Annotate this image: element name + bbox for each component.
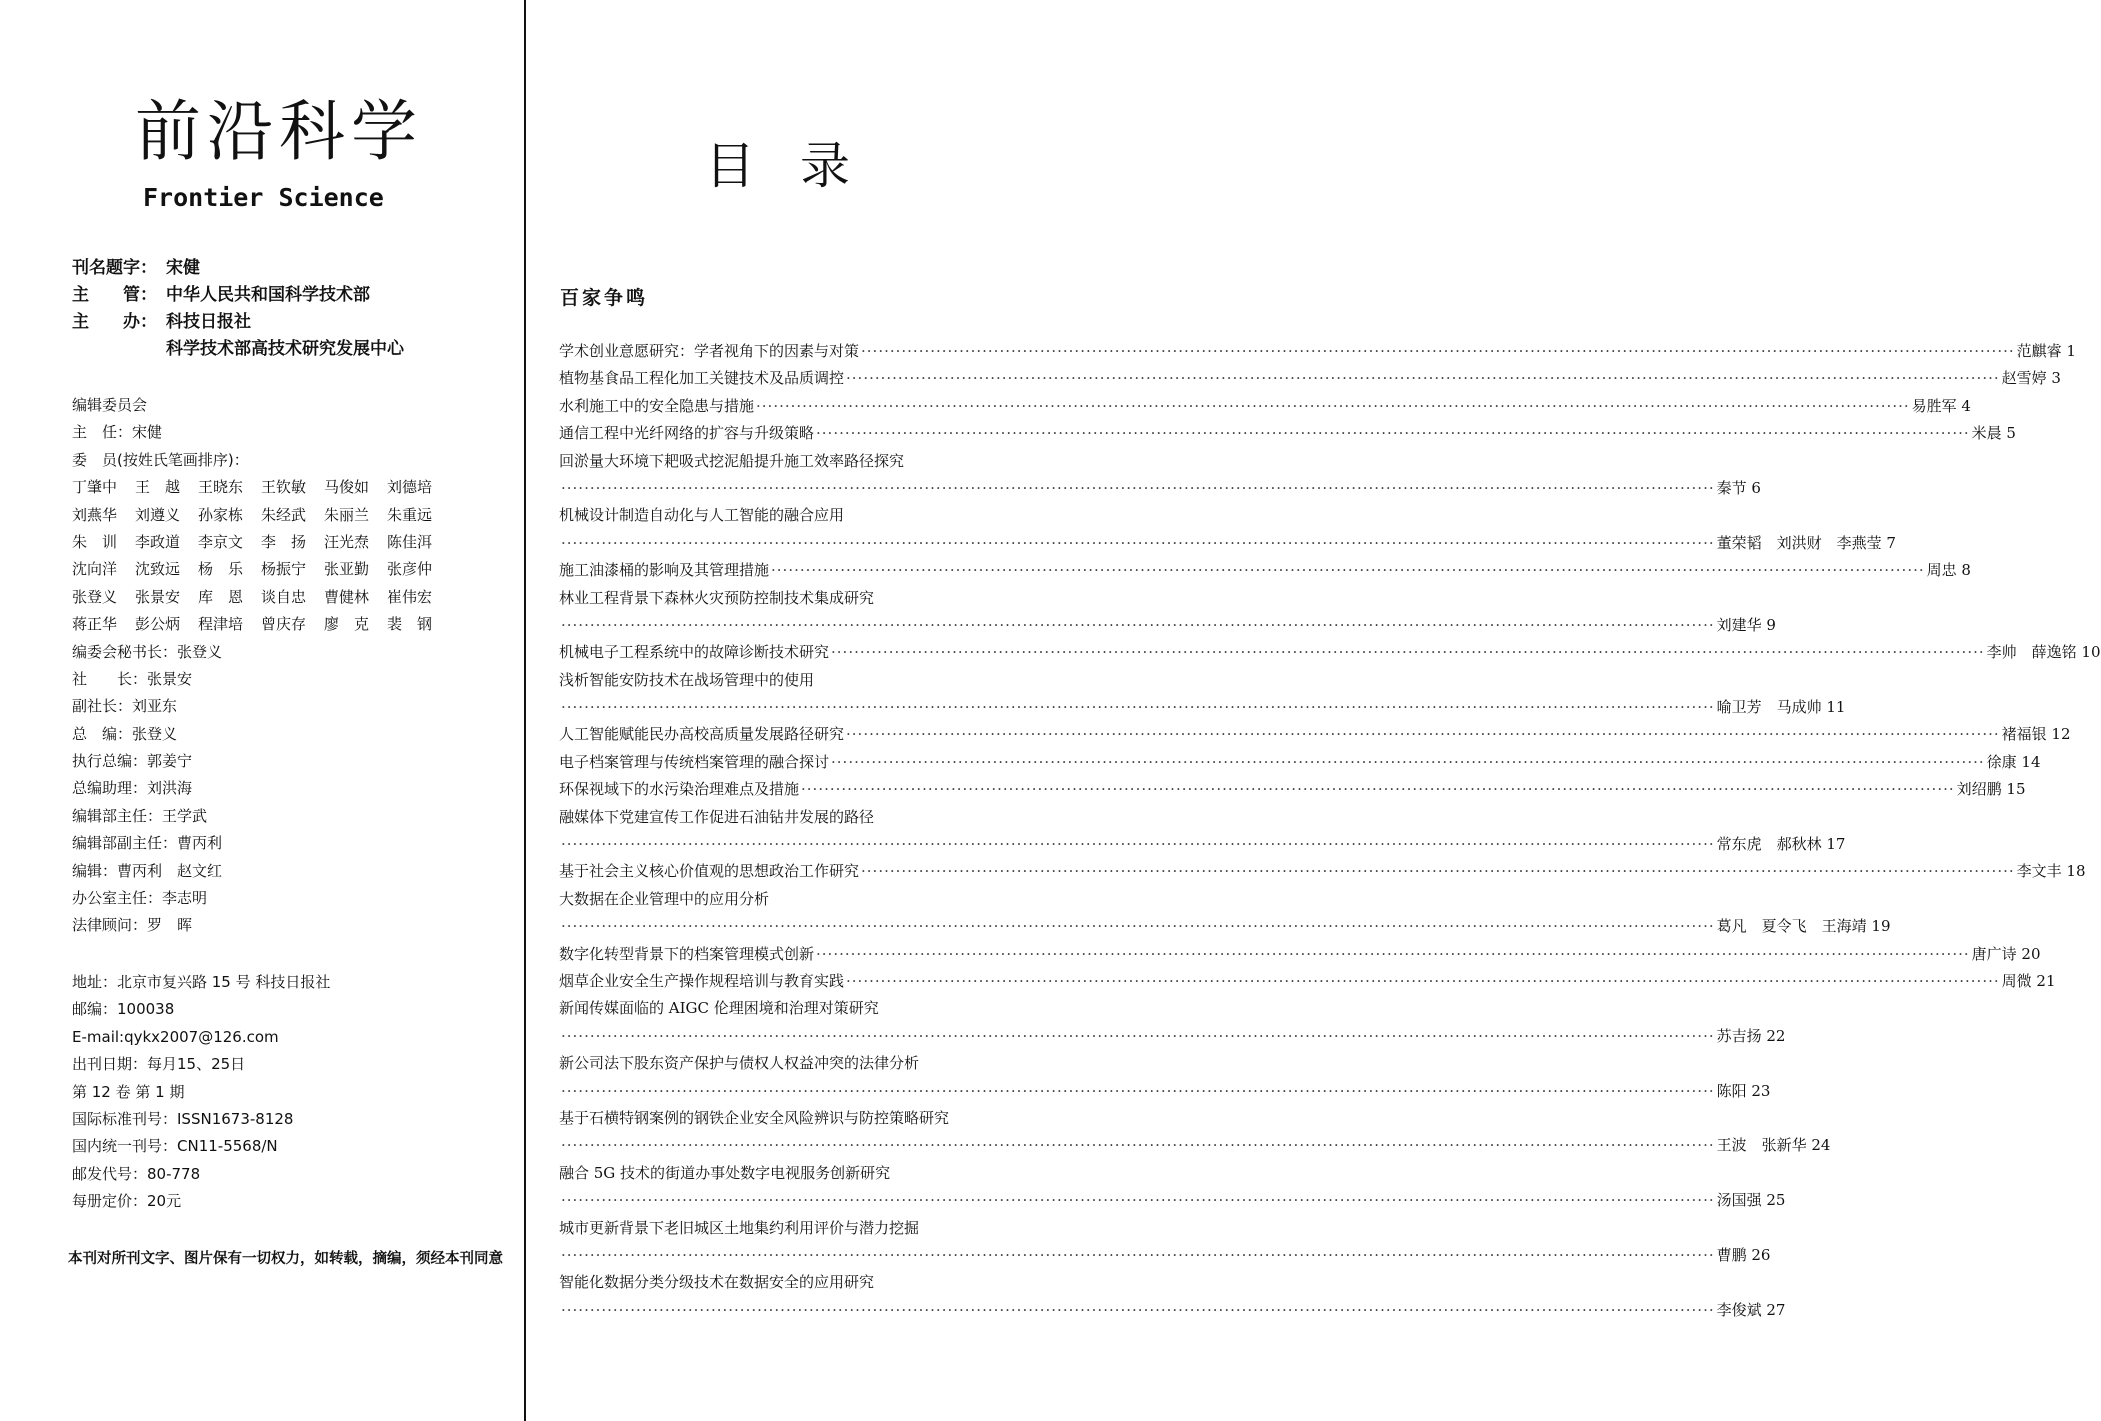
toc-leader-dots: ········································································································································································································ — [831, 752, 1985, 771]
toc-article-title: 智能化数据分类分级技术在数据安全的应用研究 — [559, 1273, 875, 1292]
member-name: 张登义 — [72, 587, 118, 606]
toc-leader-dots: ········································································································································································································ — [561, 1245, 1715, 1264]
toc-leader-dots: ········································································································································································································ — [561, 1136, 1715, 1155]
staff-line: 社 长：张景安 — [72, 669, 193, 688]
toc-leader-dots: ········································································································································································································ — [771, 561, 1925, 580]
staff-list — [72, 639, 450, 940]
pub-row — [72, 282, 404, 309]
member-list — [72, 474, 450, 638]
pub-value: 中华人民共和国科学技术部 — [166, 285, 370, 305]
toc-author-page: 李帅 薛逸铭 10 — [1986, 643, 2101, 662]
toc-leader-dots: ········································································································································································································ — [831, 643, 1985, 662]
member-name: 蒋正华 — [72, 615, 118, 634]
toc-entry[interactable] — [559, 639, 2101, 666]
toc-author-page: 葛凡 夏令飞 王海靖 19 — [1716, 917, 1891, 936]
member-name: 沈向洋 — [72, 560, 118, 579]
toc-entry[interactable] — [559, 1187, 1786, 1214]
toc-leader-dots: ········································································································································································································ — [816, 944, 1970, 963]
pub-row — [72, 255, 404, 282]
toc-leader-dots: ········································································································································································································ — [846, 725, 2000, 744]
toc-entry[interactable] — [559, 694, 1846, 721]
member-name: 王钦敏 — [261, 478, 307, 497]
toc-entry[interactable] — [559, 886, 988, 913]
member-row — [72, 529, 450, 556]
member-name: 朱 训 — [72, 532, 118, 551]
toc-leader-dots: ········································································································································································································ — [861, 342, 2015, 360]
member-name: 曹健林 — [324, 587, 370, 606]
toc-article-title: 通信工程中光纤网络的扩容与升级策略 — [559, 424, 815, 443]
members-label: 委 员(按姓氏笔画排序)： — [72, 450, 249, 469]
pub-key: 主 办： — [72, 312, 157, 332]
member-name: 杨振宁 — [261, 560, 307, 579]
toc-author-page: 周微 21 — [2001, 971, 2056, 990]
toc-entry[interactable] — [559, 804, 988, 831]
toc-entry[interactable] — [559, 995, 988, 1022]
staff-line: 总 编：张登义 — [72, 724, 178, 743]
member-name: 王 越 — [135, 478, 181, 497]
toc-author-page: 赵雪婷 3 — [2001, 369, 2061, 388]
toc-author-page: 唐广诗 20 — [1971, 944, 2041, 963]
toc-entry[interactable] — [559, 858, 2086, 885]
toc-author-page: 刘绍鹏 15 — [1956, 780, 2026, 799]
member-name: 朱重远 — [387, 505, 433, 524]
pub-key: 主 管： — [72, 285, 157, 305]
magazine-title-english: Frontier Science — [143, 183, 384, 212]
contact-line: 第 12 卷 第 1 期 — [72, 1082, 185, 1101]
staff-line: 编辑：曹丙利 赵文红 — [72, 861, 223, 880]
toc-entry[interactable] — [559, 721, 2071, 748]
toc-entry[interactable] — [559, 448, 988, 475]
toc-entry[interactable] — [559, 941, 2041, 968]
toc-entry[interactable] — [559, 365, 2061, 392]
member-name: 裴 钢 — [387, 615, 433, 634]
toc-entry[interactable] — [559, 612, 1776, 639]
toc-article-title: 植物基食品工程化加工关键技术及品质调控 — [559, 369, 845, 388]
member-name: 张景安 — [135, 587, 181, 606]
toc-leader-dots: ········································································································································································································ — [561, 835, 1715, 854]
toc-entry[interactable] — [559, 1242, 1771, 1269]
member-name: 李 扬 — [261, 532, 307, 551]
toc-article-title: 基于石横特钢案例的钢铁企业安全风险辨识与防控策略研究 — [559, 1108, 950, 1127]
toc-leader-dots: ········································································································································································································ — [561, 615, 1715, 634]
toc-article-title: 数字化转型背景下的档案管理模式创新 — [559, 944, 815, 963]
toc-entry[interactable] — [559, 530, 1896, 557]
toc-author-page: 常东虎 郝秋林 17 — [1716, 835, 1846, 854]
toc-article-title: 浅析智能安防技术在战场管理中的使用 — [559, 670, 815, 689]
staff-line: 办公室主任：李志明 — [72, 889, 208, 908]
toc-article-title: 机械设计制造自动化与人工智能的融合应用 — [559, 506, 845, 525]
toc-author-page: 苏吉扬 22 — [1716, 1026, 1786, 1045]
toc-author-page: 徐康 14 — [1986, 752, 2041, 771]
staff-line: 编委会秘书长：张登义 — [72, 642, 223, 661]
toc-article-title: 基于社会主义核心价值观的思想政治工作研究 — [559, 862, 860, 881]
toc-entry[interactable] — [559, 475, 1761, 502]
toc-entry[interactable] — [559, 1050, 988, 1077]
toc-author-page: 陈阳 23 — [1716, 1081, 1771, 1100]
toc-entry[interactable] — [559, 1269, 988, 1296]
member-name: 彭公炳 — [135, 615, 181, 634]
staff-line: 执行总编：郭姜宁 — [72, 752, 193, 771]
contact-info — [72, 969, 330, 1216]
pub-row — [72, 309, 404, 336]
member-name: 程津培 — [198, 615, 244, 634]
toc-author-page: 曹鹏 26 — [1716, 1245, 1771, 1264]
toc-article-title: 新公司法下股东资产保护与债权人权益冲突的法律分析 — [559, 1054, 920, 1073]
toc-article-title: 城市更新背景下老旧城区土地集约利用评价与潜力挖掘 — [559, 1218, 920, 1237]
toc-article-title: 大数据在企业管理中的应用分析 — [559, 889, 770, 908]
toc-leader-dots: ········································································································································································································ — [561, 917, 1715, 936]
toc-entry[interactable] — [559, 1023, 1786, 1050]
member-name: 曾庆存 — [261, 615, 307, 634]
toc-entry[interactable] — [559, 1215, 988, 1242]
toc-article-title: 烟草企业安全生产操作规程培训与教育实践 — [559, 971, 845, 990]
toc-author-page: 汤国强 25 — [1716, 1191, 1786, 1210]
toc-author-page: 褚福银 12 — [2001, 725, 2071, 744]
member-row — [72, 556, 450, 583]
toc-author-page: 秦节 6 — [1716, 478, 1761, 497]
toc-author-page: 李文丰 18 — [2016, 862, 2086, 881]
toc-entry[interactable] — [559, 968, 2056, 995]
member-name: 陈佳洱 — [387, 532, 433, 551]
toc-author-page: 易胜军 4 — [1911, 396, 1971, 415]
copyright-notice: 本刊对所刊文字、图片保有一切权力，如转载，摘编，须经本刊同意 — [68, 1251, 503, 1267]
member-row — [72, 502, 450, 529]
toc-leader-dots: ········································································································································································································ — [561, 1191, 1715, 1210]
toc-leader-dots: ········································································································································································································ — [561, 533, 1715, 552]
contact-line: 地址：北京市复兴路 15 号 科技日报社 — [72, 973, 331, 991]
section-heading: 百家争鸣 — [560, 287, 649, 309]
member-name: 李京文 — [198, 532, 244, 551]
staff-line: 编辑部主任：王学武 — [72, 806, 208, 825]
toc-author-page: 米晨 5 — [1971, 424, 2016, 443]
toc-entry[interactable] — [559, 667, 988, 694]
contact-line: 邮发代号：80-778 — [72, 1164, 201, 1183]
toc-leader-dots: ········································································································································································································ — [561, 1026, 1715, 1045]
member-name: 库 恩 — [198, 587, 244, 606]
pub-row — [72, 336, 404, 363]
member-row — [72, 611, 450, 638]
toc-leader-dots: ········································································································································································································ — [846, 971, 2000, 990]
member-name: 杨 乐 — [198, 560, 244, 579]
member-name: 刘燕华 — [72, 505, 118, 524]
toc-entry[interactable] — [559, 585, 988, 612]
column-divider — [524, 0, 526, 1421]
pub-key: 刊名题字： — [72, 258, 157, 278]
member-name: 孙家栋 — [198, 505, 244, 524]
member-name: 王晓东 — [198, 478, 244, 497]
member-name: 崔伟宏 — [387, 587, 433, 606]
magazine-title: 前沿科学 — [135, 93, 423, 170]
toc-leader-dots: ········································································································································································································ — [861, 862, 2015, 881]
member-name: 张彦仲 — [387, 560, 433, 579]
toc-author-page: 李俊斌 27 — [1716, 1300, 1786, 1319]
toc-article-title: 林业工程背景下森林火灾预防控制技术集成研究 — [559, 588, 875, 607]
toc-entry[interactable] — [559, 502, 988, 529]
toc-author-page: 董荣韬 刘洪财 李燕莹 7 — [1716, 533, 1896, 552]
staff-line: 副社长：刘亚东 — [72, 697, 178, 716]
toc-author-page: 刘建华 9 — [1716, 615, 1776, 634]
member-name: 谈自忠 — [261, 587, 307, 606]
member-name: 沈致远 — [135, 560, 181, 579]
member-name: 李政道 — [135, 532, 181, 551]
toc-leader-dots: ········································································································································································································ — [816, 424, 1970, 443]
member-name: 朱丽兰 — [324, 505, 370, 524]
toc-article-title: 环保视域下的水污染治理难点及措施 — [559, 780, 800, 799]
toc-article-title: 水利施工中的安全隐患与措施 — [559, 396, 755, 415]
member-row — [72, 584, 450, 611]
toc-entry[interactable] — [559, 1105, 988, 1132]
toc-entry[interactable] — [559, 831, 1846, 858]
member-name: 廖 克 — [324, 615, 370, 634]
toc-entry[interactable] — [559, 420, 2016, 447]
member-name: 朱经武 — [261, 505, 307, 524]
toc-article-title: 人工智能赋能民办高校高质量发展路径研究 — [559, 725, 845, 744]
toc-leader-dots: ········································································································································································································ — [561, 478, 1715, 497]
member-name: 丁肇中 — [72, 478, 118, 497]
toc-author-page: 王波 张新华 24 — [1716, 1136, 1831, 1155]
pub-value: 科学技术部高技术研究发展中心 — [166, 339, 404, 359]
member-row — [72, 474, 450, 501]
committee-heading: 编辑委员会 — [72, 396, 148, 414]
toc-entry[interactable] — [559, 1160, 988, 1187]
toc-author-page: 周忠 8 — [1926, 561, 1971, 580]
contact-line: 国际标准刊号：ISSN1673-8128 — [72, 1109, 294, 1128]
contact-line: 国内统一刊号：CN11-5568/N — [72, 1137, 278, 1156]
toc-entry[interactable] — [559, 557, 1971, 584]
toc-entry[interactable] — [559, 1078, 1771, 1105]
toc-article-title: 机械电子工程系统中的故障诊断技术研究 — [559, 643, 830, 662]
member-name: 汪光焘 — [324, 532, 370, 551]
contact-line: 出刊日期：每月15、25日 — [72, 1055, 246, 1074]
member-name: 马俊如 — [324, 478, 370, 497]
toc-leader-dots: ········································································································································································································ — [561, 698, 1715, 717]
toc-entry[interactable] — [559, 393, 1971, 420]
editorial-board — [72, 392, 450, 940]
member-name: 刘遵义 — [135, 505, 181, 524]
toc-article-title: 电子档案管理与传统档案管理的融合探讨 — [559, 752, 830, 771]
toc-leader-dots: ········································································································································································································ — [561, 1081, 1715, 1100]
committee-director: 主 任：宋健 — [72, 423, 163, 442]
contact-line: E-mail:qykx2007@126.com — [72, 1027, 279, 1046]
contact-line: 邮编：100038 — [72, 1000, 175, 1019]
publisher-info — [72, 255, 404, 363]
toc-article-title: 施工油漆桶的影响及其管理措施 — [559, 561, 770, 580]
toc-leader-dots: ········································································································································································································ — [561, 1300, 1715, 1319]
toc-title: 目录 — [705, 137, 895, 195]
toc-article-title: 学术创业意愿研究：学者视角下的因素与对策 — [559, 342, 860, 360]
toc-leader-dots: ········································································································································································································ — [756, 396, 1910, 415]
toc-entry[interactable] — [559, 749, 2041, 776]
staff-line: 法律顾问：罗 晖 — [72, 916, 193, 935]
toc-entry[interactable] — [559, 776, 2026, 803]
toc-leader-dots: ········································································································································································································ — [801, 780, 1955, 799]
toc-entry[interactable] — [559, 1297, 1786, 1324]
member-name: 刘德培 — [387, 478, 433, 497]
toc-article-title: 回淤量大环境下耙吸式挖泥船提升施工效率路径探究 — [559, 451, 905, 470]
toc-article-title: 融合 5G 技术的街道办事处数字电视服务创新研究 — [559, 1163, 891, 1182]
toc-article-title: 融媒体下党建宣传工作促进石油钻井发展的路径 — [559, 807, 875, 826]
toc-entry[interactable] — [559, 913, 1891, 940]
toc-entry[interactable] — [559, 338, 2076, 365]
toc-author-page: 喻卫芳 马成帅 11 — [1716, 698, 1846, 717]
member-name: 张亚勤 — [324, 560, 370, 579]
pub-value: 科技日报社 — [166, 312, 251, 332]
table-of-contents — [559, 338, 2101, 1324]
staff-line: 总编助理：刘洪海 — [72, 779, 193, 798]
toc-article-title: 新闻传媒面临的 AIGC 伦理困境和治理对策研究 — [559, 999, 879, 1018]
contact-line: 每册定价：20元 — [72, 1192, 182, 1211]
toc-entry[interactable] — [559, 1132, 1831, 1159]
staff-line: 编辑部副主任：曹丙利 — [72, 834, 223, 853]
toc-leader-dots: ········································································································································································································ — [846, 369, 2000, 388]
toc-author-page: 范麒睿 1 — [2016, 342, 2076, 360]
pub-value: 宋健 — [166, 258, 200, 278]
